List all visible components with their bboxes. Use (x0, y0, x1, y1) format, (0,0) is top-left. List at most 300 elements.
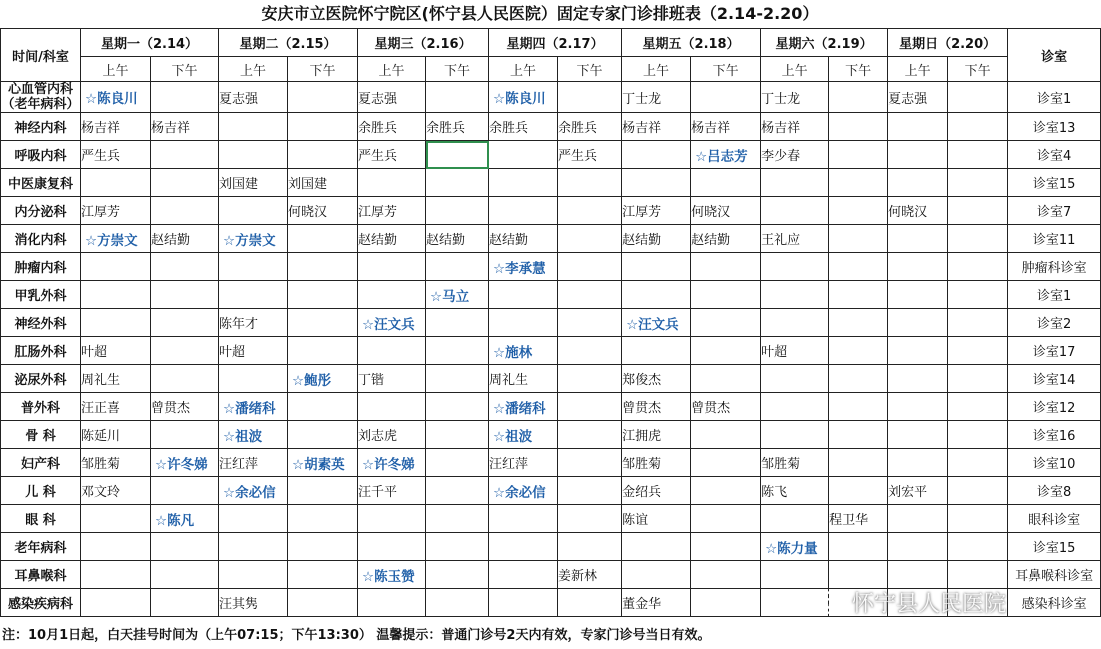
schedule-cell[interactable] (829, 421, 888, 449)
schedule-cell[interactable]: ☆施林 (489, 337, 558, 365)
schedule-cell[interactable] (219, 253, 288, 281)
schedule-cell[interactable]: 丁士龙 (622, 82, 691, 113)
schedule-cell[interactable]: 陈谊 (622, 505, 691, 533)
dept-cell: 肛肠外科 (1, 337, 81, 365)
schedule-cell[interactable] (426, 421, 489, 449)
schedule-cell[interactable] (288, 281, 358, 309)
schedule-cell[interactable]: 周礼生 (81, 365, 151, 393)
schedule-cell[interactable]: 赵结勤 (622, 225, 691, 253)
table-row (1, 225, 1101, 253)
dept-cell: 骨 科 (1, 421, 81, 449)
schedule-cell[interactable] (426, 393, 489, 421)
schedule-cell[interactable]: ☆方崇文 (81, 225, 151, 253)
schedule-cell[interactable] (691, 169, 761, 197)
room-cell: 耳鼻喉科诊室 (1008, 561, 1101, 589)
schedule-cell[interactable] (489, 197, 558, 225)
day-header: 星期四（2.17） (489, 29, 622, 57)
schedule-cell[interactable]: 丁锴 (358, 365, 426, 393)
schedule-cell[interactable] (151, 82, 219, 113)
schedule-cell[interactable]: 陈飞 (761, 477, 829, 505)
schedule-cell[interactable] (888, 225, 948, 253)
schedule-cell[interactable] (622, 337, 691, 365)
schedule-cell[interactable] (358, 169, 426, 197)
schedule-cell[interactable]: 严生兵 (81, 141, 151, 169)
schedule-cell[interactable]: ☆余必信 (219, 477, 288, 505)
schedule-cell[interactable] (288, 253, 358, 281)
schedule-cell[interactable] (948, 561, 1008, 589)
table-row (1, 281, 1101, 309)
schedule-cell[interactable] (948, 449, 1008, 477)
schedule-cell[interactable]: 杨吉祥 (81, 113, 151, 141)
schedule-cell[interactable]: ☆陈良川 (489, 82, 558, 113)
schedule-cell[interactable]: 陈延川 (81, 421, 151, 449)
schedule-cell[interactable]: 何晓汉 (691, 197, 761, 225)
schedule-cell[interactable]: 杨吉祥 (761, 113, 829, 141)
schedule-cell[interactable]: ☆余必信 (489, 477, 558, 505)
schedule-cell[interactable] (948, 141, 1008, 169)
schedule-cell[interactable]: 刘国建 (219, 169, 288, 197)
schedule-cell[interactable]: ☆祖波 (489, 421, 558, 449)
schedule-cell[interactable]: 程卫华 (829, 505, 888, 533)
schedule-cell[interactable] (622, 253, 691, 281)
schedule-cell[interactable] (288, 113, 358, 141)
schedule-cell[interactable] (948, 337, 1008, 365)
schedule-cell[interactable] (426, 505, 489, 533)
schedule-cell[interactable] (558, 365, 622, 393)
schedule-cell[interactable] (489, 533, 558, 561)
schedule-cell[interactable]: ☆汪文兵 (358, 309, 426, 337)
schedule-cell[interactable] (622, 169, 691, 197)
schedule-cell[interactable]: 赵结勤 (489, 225, 558, 253)
table-row (1, 337, 1101, 365)
schedule-cell[interactable] (151, 421, 219, 449)
schedule-cell[interactable]: 杨吉祥 (622, 113, 691, 141)
schedule-cell[interactable]: ☆鲍彤 (288, 365, 358, 393)
schedule-cell[interactable] (151, 561, 219, 589)
schedule-cell[interactable] (558, 477, 622, 505)
schedule-cell[interactable]: 夏志强 (888, 82, 948, 113)
am-header: 上午 (489, 57, 558, 82)
schedule-cell[interactable]: 赵结勤 (691, 225, 761, 253)
corner-header: 时间/科室 (1, 29, 81, 82)
schedule-cell[interactable] (151, 281, 219, 309)
schedule-cell[interactable] (888, 421, 948, 449)
schedule-cell[interactable] (761, 393, 829, 421)
table-row (1, 589, 1101, 617)
schedule-cell[interactable]: 何晓汉 (888, 197, 948, 225)
schedule-cell[interactable] (288, 393, 358, 421)
schedule-cell[interactable] (558, 337, 622, 365)
schedule-cell[interactable] (151, 589, 219, 617)
schedule-cell[interactable] (888, 449, 948, 477)
schedule-cell[interactable]: 汪正喜 (81, 393, 151, 421)
schedule-cell[interactable]: 邹胜菊 (81, 449, 151, 477)
schedule-cell[interactable] (829, 533, 888, 561)
schedule-cell[interactable] (288, 337, 358, 365)
schedule-cell[interactable] (691, 337, 761, 365)
schedule-cell[interactable] (489, 281, 558, 309)
schedule-cell[interactable] (219, 365, 288, 393)
schedule-cell[interactable]: 夏志强 (358, 82, 426, 113)
room-cell: 诊室12 (1008, 393, 1101, 421)
schedule-cell[interactable]: ☆陈良川 (81, 82, 151, 113)
schedule-cell[interactable] (151, 477, 219, 505)
schedule-cell[interactable] (288, 225, 358, 253)
schedule-cell[interactable]: ☆陈力量 (761, 533, 829, 561)
schedule-cell[interactable]: ☆陈凡 (151, 505, 219, 533)
schedule-cell[interactable] (948, 169, 1008, 197)
schedule-cell[interactable]: 赵结勤 (151, 225, 219, 253)
schedule-cell[interactable] (622, 141, 691, 169)
schedule-cell[interactable]: 邹胜菊 (622, 449, 691, 477)
room-cell: 诊室1 (1008, 281, 1101, 309)
schedule-cell[interactable] (358, 281, 426, 309)
schedule-cell[interactable] (219, 533, 288, 561)
schedule-cell[interactable] (489, 141, 558, 169)
schedule-cell[interactable] (151, 365, 219, 393)
schedule-cell[interactable]: ☆吕志芳 (691, 141, 761, 169)
schedule-cell[interactable] (426, 589, 489, 617)
schedule-cell[interactable]: 严生兵 (558, 141, 622, 169)
schedule-cell[interactable]: 夏志强 (219, 82, 288, 113)
schedule-cell[interactable] (288, 533, 358, 561)
schedule-cell[interactable]: 赵结勤 (426, 225, 489, 253)
schedule-cell[interactable] (81, 589, 151, 617)
schedule-cell[interactable]: ☆潘绪科 (489, 393, 558, 421)
schedule-cell[interactable] (558, 421, 622, 449)
schedule-cell[interactable] (829, 337, 888, 365)
schedule-cell[interactable] (219, 505, 288, 533)
schedule-cell[interactable] (426, 449, 489, 477)
schedule-cell[interactable]: 杨吉祥 (151, 113, 219, 141)
schedule-cell[interactable] (288, 561, 358, 589)
schedule-cell[interactable] (358, 393, 426, 421)
schedule-cell[interactable] (288, 309, 358, 337)
schedule-cell[interactable] (558, 253, 622, 281)
schedule-cell[interactable] (691, 477, 761, 505)
schedule-cell[interactable]: 汪红萍 (489, 449, 558, 477)
schedule-cell[interactable]: 董金华 (622, 589, 691, 617)
table-row (1, 365, 1101, 393)
schedule-cell[interactable] (358, 337, 426, 365)
schedule-cell[interactable] (358, 505, 426, 533)
schedule-cell[interactable] (558, 197, 622, 225)
schedule-cell[interactable] (948, 365, 1008, 393)
schedule-cell[interactable] (151, 533, 219, 561)
schedule-cell[interactable]: ☆潘绪科 (219, 393, 288, 421)
schedule-cell[interactable] (829, 309, 888, 337)
schedule-cell[interactable]: 江厚芳 (622, 197, 691, 225)
schedule-cell[interactable]: 赵结勤 (358, 225, 426, 253)
schedule-cell[interactable] (829, 393, 888, 421)
schedule-cell[interactable] (829, 113, 888, 141)
schedule-cell[interactable] (888, 561, 948, 589)
schedule-cell[interactable]: 曾贯杰 (691, 393, 761, 421)
schedule-cell[interactable] (948, 393, 1008, 421)
schedule-cell[interactable] (888, 505, 948, 533)
schedule-cell[interactable]: 刘志虎 (358, 421, 426, 449)
schedule-cell[interactable] (558, 225, 622, 253)
schedule-cell[interactable]: 刘国建 (288, 169, 358, 197)
schedule-cell[interactable] (761, 169, 829, 197)
schedule-cell[interactable] (489, 561, 558, 589)
schedule-cell[interactable] (81, 169, 151, 197)
schedule-cell[interactable] (558, 589, 622, 617)
schedule-cell[interactable] (829, 225, 888, 253)
schedule-cell[interactable]: 金绍兵 (622, 477, 691, 505)
room-cell: 诊室14 (1008, 365, 1101, 393)
room-cell: 诊室13 (1008, 113, 1101, 141)
schedule-cell[interactable]: 严生兵 (358, 141, 426, 169)
schedule-cell[interactable] (948, 477, 1008, 505)
schedule-cell[interactable]: 何晓汉 (288, 197, 358, 225)
schedule-cell[interactable] (288, 421, 358, 449)
schedule-cell[interactable] (691, 449, 761, 477)
schedule-cell[interactable] (761, 309, 829, 337)
schedule-cell[interactable] (888, 337, 948, 365)
schedule-cell[interactable] (829, 365, 888, 393)
schedule-cell[interactable]: ☆祖波 (219, 421, 288, 449)
schedule-cell[interactable]: 陈年才 (219, 309, 288, 337)
schedule-cell[interactable] (288, 589, 358, 617)
schedule-cell[interactable]: 曾贯杰 (622, 393, 691, 421)
schedule-cell[interactable] (888, 589, 948, 617)
schedule-cell[interactable] (829, 477, 888, 505)
schedule-cell[interactable] (426, 82, 489, 113)
dept-cell: 妇产科 (1, 449, 81, 477)
schedule-cell[interactable] (888, 309, 948, 337)
schedule-cell[interactable] (691, 533, 761, 561)
schedule-cell[interactable] (81, 281, 151, 309)
schedule-cell[interactable] (426, 561, 489, 589)
schedule-cell[interactable] (829, 253, 888, 281)
schedule-cell[interactable] (219, 113, 288, 141)
schedule-cell[interactable] (426, 477, 489, 505)
room-cell: 诊室7 (1008, 197, 1101, 225)
schedule-cell[interactable] (426, 533, 489, 561)
schedule-cell[interactable] (151, 337, 219, 365)
schedule-cell[interactable] (426, 169, 489, 197)
schedule-cell[interactable] (691, 253, 761, 281)
schedule-cell[interactable] (358, 533, 426, 561)
schedule-cell[interactable]: ☆陈玉赞 (358, 561, 426, 589)
schedule-cell[interactable]: ☆方崇文 (219, 225, 288, 253)
schedule-cell[interactable]: 余胜兵 (489, 113, 558, 141)
schedule-cell[interactable]: 邹胜菊 (761, 449, 829, 477)
dept-cell: 感染疾病科 (1, 589, 81, 617)
schedule-cell[interactable]: ☆李承慧 (489, 253, 558, 281)
schedule-cell[interactable]: 周礼生 (489, 365, 558, 393)
schedule-cell[interactable] (426, 365, 489, 393)
schedule-cell[interactable] (558, 533, 622, 561)
schedule-cell[interactable] (948, 281, 1008, 309)
schedule-cell[interactable] (426, 253, 489, 281)
schedule-cell[interactable] (151, 141, 219, 169)
schedule-cell[interactable] (888, 169, 948, 197)
schedule-cell[interactable] (829, 281, 888, 309)
schedule-cell[interactable] (558, 449, 622, 477)
schedule-cell[interactable] (691, 421, 761, 449)
schedule-cell[interactable] (948, 225, 1008, 253)
schedule-cell[interactable] (81, 533, 151, 561)
schedule-cell[interactable] (489, 505, 558, 533)
schedule-cell[interactable] (888, 393, 948, 421)
schedule-cell[interactable] (829, 449, 888, 477)
schedule-cell[interactable]: ☆许冬娣 (151, 449, 219, 477)
schedule-cell[interactable] (558, 82, 622, 113)
am-header: 上午 (888, 57, 948, 82)
schedule-cell[interactable] (558, 281, 622, 309)
schedule-cell[interactable]: 余胜兵 (358, 113, 426, 141)
schedule-cell[interactable]: 江厚芳 (358, 197, 426, 225)
pm-header: 下午 (948, 57, 1008, 82)
schedule-cell[interactable] (81, 309, 151, 337)
schedule-cell[interactable]: 江厚芳 (81, 197, 151, 225)
schedule-cell[interactable]: 叶超 (81, 337, 151, 365)
schedule-cell[interactable] (489, 309, 558, 337)
schedule-cell[interactable] (691, 561, 761, 589)
schedule-cell[interactable] (426, 309, 489, 337)
schedule-cell[interactable] (489, 169, 558, 197)
schedule-cell[interactable] (288, 477, 358, 505)
schedule-cell[interactable]: 曾贯杰 (151, 393, 219, 421)
schedule-cell[interactable] (761, 561, 829, 589)
table-row (1, 449, 1101, 477)
schedule-cell[interactable] (358, 589, 426, 617)
schedule-cell[interactable] (219, 197, 288, 225)
schedule-cell[interactable] (761, 421, 829, 449)
schedule-cell[interactable] (888, 533, 948, 561)
schedule-cell[interactable]: 姜新林 (558, 561, 622, 589)
schedule-cell[interactable] (948, 533, 1008, 561)
room-cell: 诊室2 (1008, 309, 1101, 337)
schedule-cell[interactable] (948, 309, 1008, 337)
schedule-cell[interactable] (829, 141, 888, 169)
schedule-cell[interactable] (622, 561, 691, 589)
schedule-cell[interactable] (761, 197, 829, 225)
schedule-cell[interactable] (426, 197, 489, 225)
schedule-cell[interactable]: 江拥虎 (622, 421, 691, 449)
schedule-cell[interactable]: 叶超 (761, 337, 829, 365)
schedule-cell[interactable] (888, 141, 948, 169)
schedule-cell[interactable]: 邓文玲 (81, 477, 151, 505)
schedule-cell[interactable]: ☆许冬娣 (358, 449, 426, 477)
schedule-cell[interactable] (829, 197, 888, 225)
schedule-cell[interactable] (81, 561, 151, 589)
schedule-cell[interactable] (489, 589, 558, 617)
schedule-cell[interactable] (888, 253, 948, 281)
schedule-cell[interactable] (948, 505, 1008, 533)
room-cell: 诊室8 (1008, 477, 1101, 505)
schedule-cell[interactable] (81, 253, 151, 281)
schedule-cell[interactable]: 王礼应 (761, 225, 829, 253)
schedule-cell[interactable] (358, 253, 426, 281)
schedule-cell[interactable]: 汪其隽 (219, 589, 288, 617)
schedule-cell[interactable] (558, 505, 622, 533)
schedule-cell[interactable] (948, 589, 1008, 617)
schedule-cell[interactable] (691, 589, 761, 617)
dept-cell: 肿瘤内科 (1, 253, 81, 281)
schedule-cell[interactable] (691, 82, 761, 113)
schedule-cell[interactable] (948, 197, 1008, 225)
day-header: 星期一（2.14） (81, 29, 219, 57)
schedule-cell[interactable] (829, 561, 888, 589)
schedule-cell[interactable] (426, 141, 489, 169)
schedule-cell[interactable] (829, 589, 888, 617)
schedule-cell[interactable] (948, 421, 1008, 449)
schedule-cell[interactable] (761, 365, 829, 393)
schedule-cell[interactable]: 汪千平 (358, 477, 426, 505)
dept-cell: 老年病科 (1, 533, 81, 561)
schedule-cell[interactable] (888, 113, 948, 141)
schedule-cell[interactable] (558, 309, 622, 337)
schedule-cell[interactable] (888, 281, 948, 309)
table-row (1, 113, 1101, 141)
schedule-cell[interactable] (761, 253, 829, 281)
schedule-cell[interactable] (558, 169, 622, 197)
dept-cell: 普外科 (1, 393, 81, 421)
schedule-cell[interactable] (622, 281, 691, 309)
schedule-cell[interactable] (691, 309, 761, 337)
schedule-cell[interactable] (888, 365, 948, 393)
table-row (1, 533, 1101, 561)
schedule-cell[interactable] (288, 505, 358, 533)
pm-header: 下午 (288, 57, 358, 82)
schedule-cell[interactable]: 余胜兵 (558, 113, 622, 141)
schedule-cell[interactable] (219, 281, 288, 309)
dept-cell: 神经外科 (1, 309, 81, 337)
schedule-cell[interactable] (948, 82, 1008, 113)
schedule-cell[interactable] (558, 393, 622, 421)
schedule-cell[interactable] (426, 337, 489, 365)
schedule-cell[interactable] (948, 253, 1008, 281)
schedule-cell[interactable]: ☆汪文兵 (622, 309, 691, 337)
schedule-cell[interactable] (829, 169, 888, 197)
schedule-cell[interactable] (151, 253, 219, 281)
schedule-cell[interactable] (761, 281, 829, 309)
room-cell: 诊室15 (1008, 533, 1101, 561)
schedule-cell[interactable] (691, 365, 761, 393)
dept-cell: 神经内科 (1, 113, 81, 141)
schedule-cell[interactable] (288, 141, 358, 169)
schedule-cell[interactable]: 李少春 (761, 141, 829, 169)
schedule-cell[interactable] (288, 82, 358, 113)
schedule-cell[interactable] (151, 169, 219, 197)
table-row (1, 393, 1101, 421)
schedule-cell[interactable] (81, 505, 151, 533)
schedule-cell[interactable]: 刘宏平 (888, 477, 948, 505)
schedule-cell[interactable] (219, 561, 288, 589)
schedule-cell[interactable] (761, 505, 829, 533)
schedule-cell[interactable]: 丁士龙 (761, 82, 829, 113)
schedule-cell[interactable] (691, 281, 761, 309)
schedule-cell[interactable] (761, 589, 829, 617)
schedule-cell[interactable]: ☆胡素英 (288, 449, 358, 477)
schedule-cell[interactable] (691, 505, 761, 533)
schedule-cell[interactable]: 叶超 (219, 337, 288, 365)
schedule-cell[interactable] (622, 533, 691, 561)
schedule-cell[interactable]: 杨吉祥 (691, 113, 761, 141)
schedule-cell[interactable] (151, 309, 219, 337)
schedule-cell[interactable]: 郑俊杰 (622, 365, 691, 393)
schedule-cell[interactable] (151, 197, 219, 225)
schedule-cell[interactable] (829, 82, 888, 113)
schedule-cell[interactable]: ☆马立 (426, 281, 489, 309)
schedule-cell[interactable]: 汪红萍 (219, 449, 288, 477)
schedule-cell[interactable]: 余胜兵 (426, 113, 489, 141)
schedule-cell[interactable] (948, 113, 1008, 141)
schedule-cell[interactable] (219, 141, 288, 169)
